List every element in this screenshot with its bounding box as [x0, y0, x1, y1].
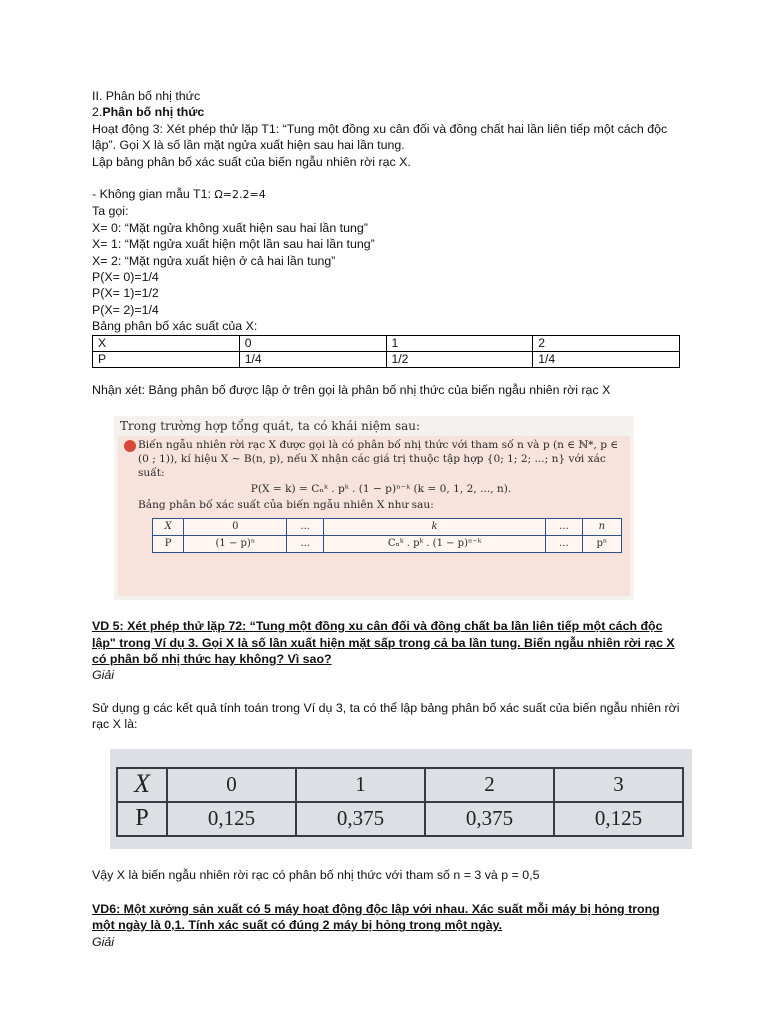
definition-box: [118, 436, 630, 596]
section-heading: II. Phân bố nhị thức: [92, 89, 201, 103]
usage-paragraph: Sử dụng g các kết quả tính toán trong Ví dụ 3, ta có thể lập bảng phân bố xác suất của biến ngẫu nhiên rời rạc X là:: [92, 700, 680, 732]
table-cell: ...: [287, 536, 324, 553]
task-paragraph: Lập bảng phân bố xác suất của biến ngẫu nhiên rời rạc X.: [92, 154, 411, 169]
table-cell: ...: [287, 519, 324, 536]
table-cell: 1: [386, 335, 533, 351]
solution-label: Giải: [92, 934, 115, 949]
textbook-intro: Trong trường hợp tổng quát, ta có khái niệm sau:: [120, 419, 421, 434]
document-body: [92, 88, 682, 950]
table-cell: 0: [239, 335, 386, 351]
table-cell: X: [93, 335, 240, 351]
table-row: [153, 536, 622, 553]
table-cell: 1/2: [386, 351, 533, 367]
event-x0: X= 0: “Mặt ngửa không xuất hiện sau hai lần tung”: [92, 220, 368, 235]
table-cell: X: [153, 519, 184, 536]
example-6-question: VD6: Một xưởng sản xuất có 5 máy hoạt động độc lập với nhau. Xác suất mỗi máy bị hỏng trong một ngày là 0,1. Tính xác suất có đúng 2 máy bị hỏng trong một ngày.: [92, 901, 660, 933]
table-caption: Bảng phân bố xác suất của X:: [92, 319, 258, 334]
table-row: [153, 519, 622, 536]
table-cell: 0: [167, 768, 296, 802]
table-cell: ...: [546, 536, 583, 553]
table-cell: 0: [184, 519, 287, 536]
distribution-table: [92, 335, 680, 368]
example-5-question: VD 5: Xét phép thử lặp 72: “Tung một đồng xu cân đối và đồng chất ba lần liên tiếp một cách độc lập" trong Ví dụ 3. Gọi X là số lần xuất hiện mặt sấp trong cả ba lần tung. Biến ngẫu nhiên rời rạc X có phân bố nhị thức hay không? Vì sao?: [92, 619, 675, 666]
table-cell: k: [324, 519, 546, 536]
table-cell: 1/4: [239, 351, 386, 367]
binomial-formula: P(X = k) = Cₙᵏ . pᵏ . (1 − p)ⁿ⁻ᵏ (k = 0, 1, 2, ..., n).: [250, 483, 512, 496]
table-cell: 1/4: [533, 351, 680, 367]
table-cell: n: [582, 519, 621, 536]
table-cell: Cₙᵏ . pᵏ . (1 − p)ⁿ⁻ᵏ: [324, 536, 546, 553]
subsection-number: 2.: [92, 105, 103, 120]
table-cell: 0,375: [296, 802, 425, 836]
event-x1: X= 1: “Mặt ngửa xuất hiện một lần sau hai lần tung”: [92, 237, 375, 252]
table-cell: ...: [546, 519, 583, 536]
prob-x0: P(X= 0)=1/4: [92, 270, 159, 285]
table-cell: X: [117, 768, 167, 802]
event-x2: X= 2: “Mặt ngửa xuất hiện ở cả hai lần tung”: [92, 253, 336, 268]
table-cell: 0,125: [167, 802, 296, 836]
table-cell: P: [117, 802, 167, 836]
sample-space-value: Ω=2.2=4: [214, 188, 266, 202]
solution-label: Giải: [92, 668, 115, 683]
table-cell: P: [93, 351, 240, 367]
textbook-table-caption: Bảng phân bố xác suất của biến ngẫu nhiên X như sau:: [138, 499, 434, 512]
table-cell: 1: [296, 768, 425, 802]
subsection-title: Phân bố nhị thức: [102, 105, 205, 120]
table-row: [117, 802, 683, 836]
remark: Nhận xét: Bảng phân bố được lập ở trên gọi là phân bố nhị thức của biến ngẫu nhiên rời rạc X: [92, 382, 611, 397]
definition-text-block: [138, 438, 624, 553]
definition-text: Biến ngẫu nhiên rời rạc X được gọi là có phân bố nhị thức với tham số n và p (n ∈ ℕ*, p ∈ (0 ; 1)), kí hiệu X ∼ B(n, p), nếu X nhận các giá trị thuộc tập hợp {0; 1; 2; ...; n} với xác suất:: [138, 439, 619, 480]
table-cell: P: [153, 536, 184, 553]
table-cell: (1 − p)ⁿ: [184, 536, 287, 553]
table-cell: 2: [533, 335, 680, 351]
prob-x1: P(X= 1)=1/2: [92, 286, 159, 301]
sample-space-label: - Không gian mẫu T1:: [92, 187, 215, 202]
table-cell: 0,375: [425, 802, 554, 836]
table-cell: 2: [425, 768, 554, 802]
definition-icon: [124, 440, 136, 452]
activity-paragraph: Hoạt động 3: Xét phép thử lặp T1: “Tung một đồng xu cân đối và đồng chất hai lần liên tiếp một cách độc lập”. Gọi X là số lần mặt ngửa xuất hiện sau hai lần tung.: [92, 121, 668, 153]
conclusion: Vậy X là biến ngẫu nhiên rời rạc có phân bố nhị thức với tham số n = 3 và p = 0,5: [92, 867, 540, 882]
table-row: [93, 335, 680, 351]
table-cell: pⁿ: [582, 536, 621, 553]
table-row: [117, 768, 683, 802]
sample-space: [92, 186, 682, 203]
subsection-heading: [92, 104, 682, 120]
textbook-example-table: [116, 767, 684, 837]
table-row: [93, 351, 680, 367]
textbook-general-table: [152, 518, 622, 553]
textbook-table-image: [110, 749, 692, 849]
textbook-definition-image: [114, 416, 634, 600]
prob-x2: P(X= 2)=1/4: [92, 302, 159, 317]
call-label: Ta gọi:: [92, 204, 129, 219]
table-cell: 0,125: [554, 802, 683, 836]
table-cell: 3: [554, 768, 683, 802]
